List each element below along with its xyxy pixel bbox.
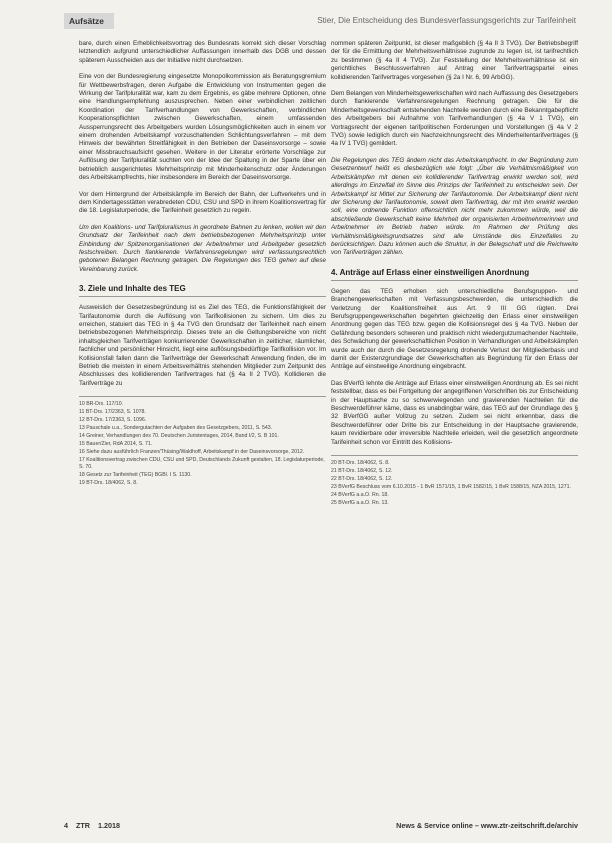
footnote: 16 Siehe dazu ausführlich Franzen/Thüsing/Waldhoff, Arbeitskampf in der Daseinsvorsorge, 2012.: [79, 448, 305, 455]
footnotes: [331, 455, 578, 507]
footnote: 25 BVerfG a.a.O. Rn. 13.: [331, 499, 389, 506]
paragraph: Eine von der Bundesregierung eingesetzte Monopolkommission als Beratungsgremium für Wettbewerbsfragen, deren Aufgabe die Entwicklung von Instrumenten gegen die Wirkung der Tarifpluralität war, kam zu dem Ergebnis, es gäbe mehrere Optionen, ohne eine Handlungsempfehlung auszusprechen. Neben einer verbindlichen zeitlichen Koordination der Tarifverhandlungen von Gewerkschaften, verbindlichen Kooperationspflichten zwischen Gewerkschaften, einem umfassenden Aussperrungsrecht des Arbeitgebers wurden Lösungsmöglichkeiten auch in einem vor einem drohenden Arbeitskampf vorzuschaltenden Schlichtungsverfahren – mit dem Hinweis der bewährten Streitfähigkeit in den Betrieben der Daseinsvorsorge – sowie einer Missbrauchsaufsicht gesehen. Weitere in der Literatur erörterte Vorschläge zur Auflösung der Tarifpluralität suchten von der Idee der Spaltung in der Sparte über ein betrieblich ausgerichtetes Mehrheitsprinzip mit Minderheitenschutz oder Änderungen des Arbeitskampfrechts, hier insbesondere im Bereich der Daseinsvorsorge.: [79, 73, 326, 182]
section-heading: 3. Ziele und Inhalte des TEG: [79, 284, 326, 297]
footnote: 11 BT-Drs. 17/2363, S. 1078.: [79, 409, 146, 416]
page-footer: [64, 819, 578, 831]
footnote: 20 BT-Drs. 18/4062, S. 8.: [331, 460, 390, 467]
right-column: [331, 40, 578, 808]
footnote: 10 BR-Drs. 117/10.: [79, 401, 124, 408]
paragraph: Das BVerfG lehnte die Anträge auf Erlass einer einstweiligen Anordnung ab. Es sei nicht feststellbar, dass es bei Fortgeltung der angegriffenen Vorschriften bis zur Entscheidung in der Hauptsache zu so schwerwiegenden und gravierenden Nachteilen für die Beschwerdeführer käme, dass es unabdingbar wäre, das TEG auf der Grundlage des § 32 BVerfGG außer Vollzug zu setzen. Zudem sei nicht erkennbar, dass die Beschwerdeführer oder Dritte bis zur Entscheidung in der Hauptsache gravierende, kaum revidierbare oder irreversible Nachteile erleiden, weil die gesetzlich angeordnete Tarifeinheit schon vor Eintritt des Kollisions-: [331, 379, 578, 446]
footnote: 23 BVerfG Beschluss vom 6.10.2015 - 1 BvR 1571/15, 1 BvR 1582/15, 1 BvR 1588/15, NZA 2015, 1271.: [331, 483, 571, 490]
footnote: 19 BT-Drs. 18/4062, S. 8.: [79, 480, 138, 487]
footnote: 24 BVerfG a.a.O. Rn. 18.: [331, 491, 389, 498]
footer-link[interactable]: News & Service online – www.ztr-zeitschrift.de/archiv: [396, 820, 578, 830]
paragraph: bare, durch einen Erheblichkeitsvortrag des Bundesrats korrekt sich dieser Vorschlag letztendlich aufgrund unterschiedlicher Auffassungen innerhalb des DGB und dessen späterem Ausscheiden aus der Initiative nicht durchsetzen.: [79, 40, 326, 64]
footnote: 18 Gesetz zur Tarifeinheit (TEG) BGBl. I S. 1130.: [79, 472, 192, 479]
footnote: 13 Pauschale u.a., Sondergutachten der Aufgaben des Gesetzgebers, 2011, S. 543.: [79, 424, 273, 431]
quoted-paragraph: Die Regelungen des TEG ändern nicht das Arbeitskampfrecht. In der Begründung zum Gesetzentwurf heißt es diesbezüglich wie folgt: „Über die Verhältnismäßigkeit von Arbeitskämpfen mit denen ein kollidierender Tarifvertrag erwirkt werden soll, wird allerdings im Einzelfall im Sinne des Prinzips der Tarifeinheit zu entscheiden sein. Der Arbeitskampf ist Mittel zur Sicherung der Tarifautonomie. Der Arbeitskampf dient nicht der Sicherung der Tarifautonomie, soweit dem Tarifvertrag, der mit ihm erwirkt werden soll, eine ordnende Funktion offensichtlich nicht mehr zukommen würde, weil die abschließende Gewerkschaft keine Mehrheit der organisierten Arbeitnehmerinnen und Arbeitnehmer im Betrieb haben würde. Im Rahmen der Prüfung des Verhältnismäßigkeitsgrundsatzes sind alle Umstände des Einzelfalles zu berücksichtigen. Dazu können auch die Struktur, in der Belegschaft und die Reichweite von Tarifverträgen zählen.: [331, 156, 578, 257]
issue-number: 1.2018: [97, 820, 120, 830]
footnote: 17 Koalitionsvertrag zwischen CDU, CSU und SPD, Deutschlands Zukunft gestalten, 18. Legislaturperiode, S. 70.: [79, 456, 325, 471]
section-heading: 4. Anträge auf Erlass einer einstweiligen Anordnung: [331, 268, 578, 281]
journal-name: ZTR: [76, 820, 90, 830]
paragraph: Dem Belangen von Minderheitsgewerkschaften wird nach Auffassung des Gesetzgebers durch flankierende Verfahrensregelungen Rechnung getragen. Die für die Minderheitsgewerkschaft entstehenden Nachteile werden durch eine Bekanntgabepflicht des Arbeitgebers bei Aufnahme von Tarifverhandlungen (§ 4a V 1 TVG), ein Vortragsrecht der eigenen tarifpolitischen Forderungen und Vorstellungen (§ 4a V 2 TVG) sowie lediglich durch ein Nachzeichnungsrecht des Minderheitentarifvertrages (§ 4a IV 1 TVG) gemildert.: [331, 90, 578, 148]
paragraph: Ausweislich der Gesetzesbegründung ist es Ziel des TEG, die Funktionsfähigkeit der Tarifautonomie durch die Auflösung von Tarifkollisionen zu sichern. Um dies zu erreichen, statuiert das TEG in § 4a TVG den Grundsatz der Tarifeinheit nach einem betriebsbezogenen Mehrheitsprinzip. Dieses trete an die Geltungsbereiche von nicht inhaltsgleichen Tarifverträgen konkurrierender Gewerkschaften in zeitlicher, räumlicher, fachlicher und persönlicher Hinsicht, liegt eine auflösungsbedürftige Tarifkollision vor. Im Kollisionsfall fallen dann die Tarifverträge der Gewerkschaft Anwendung finden, die im Betrieb die meisten in einem Arbeitsverhältnis stehenden Mitglieder zum Zeitpunkt des Abschlusses des kollidierenden Tarifvertrages hat (§ 4a II 2 TVG). Kollidieren die Tarifverträge zu: [79, 304, 326, 387]
footer-left: [64, 821, 126, 830]
page-header: [64, 11, 578, 30]
footnote: 21 BT-Drs. 18/4062, S. 12.: [331, 467, 393, 474]
section-tag: Aufsätze: [64, 13, 114, 29]
running-title: Stier, Die Entscheidung des Bundesverfassungsgerichts zur Tarifeinheit: [317, 16, 576, 25]
footnote: 15 Bauer/Zier, RdA 2014, S. 71.: [79, 440, 153, 447]
footnote: 12 BT-Drs. 17/2363, S. 1096.: [79, 417, 147, 424]
left-column: [79, 40, 326, 808]
footnote: 22 BT-Drs. 18/4062, S. 12.: [331, 475, 393, 482]
paragraph: Gegen das TEG erhoben sich unterschiedliche Berufsgruppen- und Branchengewerkschaften mit Verfassungsbeschwerden, die unterschiedlich die Verletzung der Koalitionsfreiheit aus Art. 9 III GG rügten. Drei Berufsgruppengewerkschaften begehrten gleichzeitig den Erlass einer einstweiligen Anordnung gegen das TEG bzw. gegen die Kollisionsregel des § 4a TVG. Neben der Gefährdung besonders schweren und praktisch nicht wiedergutzumachender Nachteile, des Schwächung der gewerkschaftlichen Position in Verhandlungen und Arbeitskämpfen wurde auch der durch die Gesetzesregelung drohende Verlust der Mitgliederbasis und damit der Existenzgrundlage der Gewerkschaften als Begründung für den Erlass der Anträge auf einstweilige Anordnung eingebracht.: [331, 287, 578, 371]
page-number: 4: [64, 820, 68, 830]
paragraph: Vor dem Hintergrund der Arbeitskämpfe im Bereich der Bahn, der Luftverkehrs und in dem Kindertagesstätten verabredeten CDU, CSU und SPD in ihrem Koalitionsvertrag für die 18. Legislaturperiode, die Tarifeinheit gesetzlich zu regeln.: [79, 190, 326, 215]
footnotes: [79, 396, 326, 488]
quoted-paragraph: Um den Koalitions- und Tarifpluralismus in geordnete Bahnen zu lenken, wollen wir den Grundsatz der Tarifeinheit nach dem betriebsbezogenen Mehrheitsprinzip unter Einbindung der Spitzenorganisationen der Arbeitnehmer und Arbeitgeber gesetzlich festschreiben. Durch flankierende Verfahrensregelungen wird verfassungsrechtlich gebotenen Belangen Rechnung getragen. Die Regelungen des TEG gehen auf diese Vereinbarung zurück.: [79, 223, 326, 273]
paragraph: nommen späteren Zeitpunkt, ist dieser maßgeblich (§ 4a II 3 TVG). Der Betriebsbegriff der für die Ermittlung der Mehrheitsverhältnisse zugrunde zu legen ist, ist tarifrechtlich zu bestimmen (§ 4a II 4 TVG). Zur Feststellung der Mehrheitsverhältnisse ist ein gerichtliches Beschlussverfahren auf Antrag einer Tarifvertragspartei eines kollidierenden Tarifvertrages vorgesehen (§ 2a I Nr. 6, 99 ArbGG).: [331, 40, 578, 81]
footnote: 14 Greiner, Verhandlungen des 70. Deutschen Juristentages, 2014, Band I/2, S. B 101.: [79, 432, 279, 439]
